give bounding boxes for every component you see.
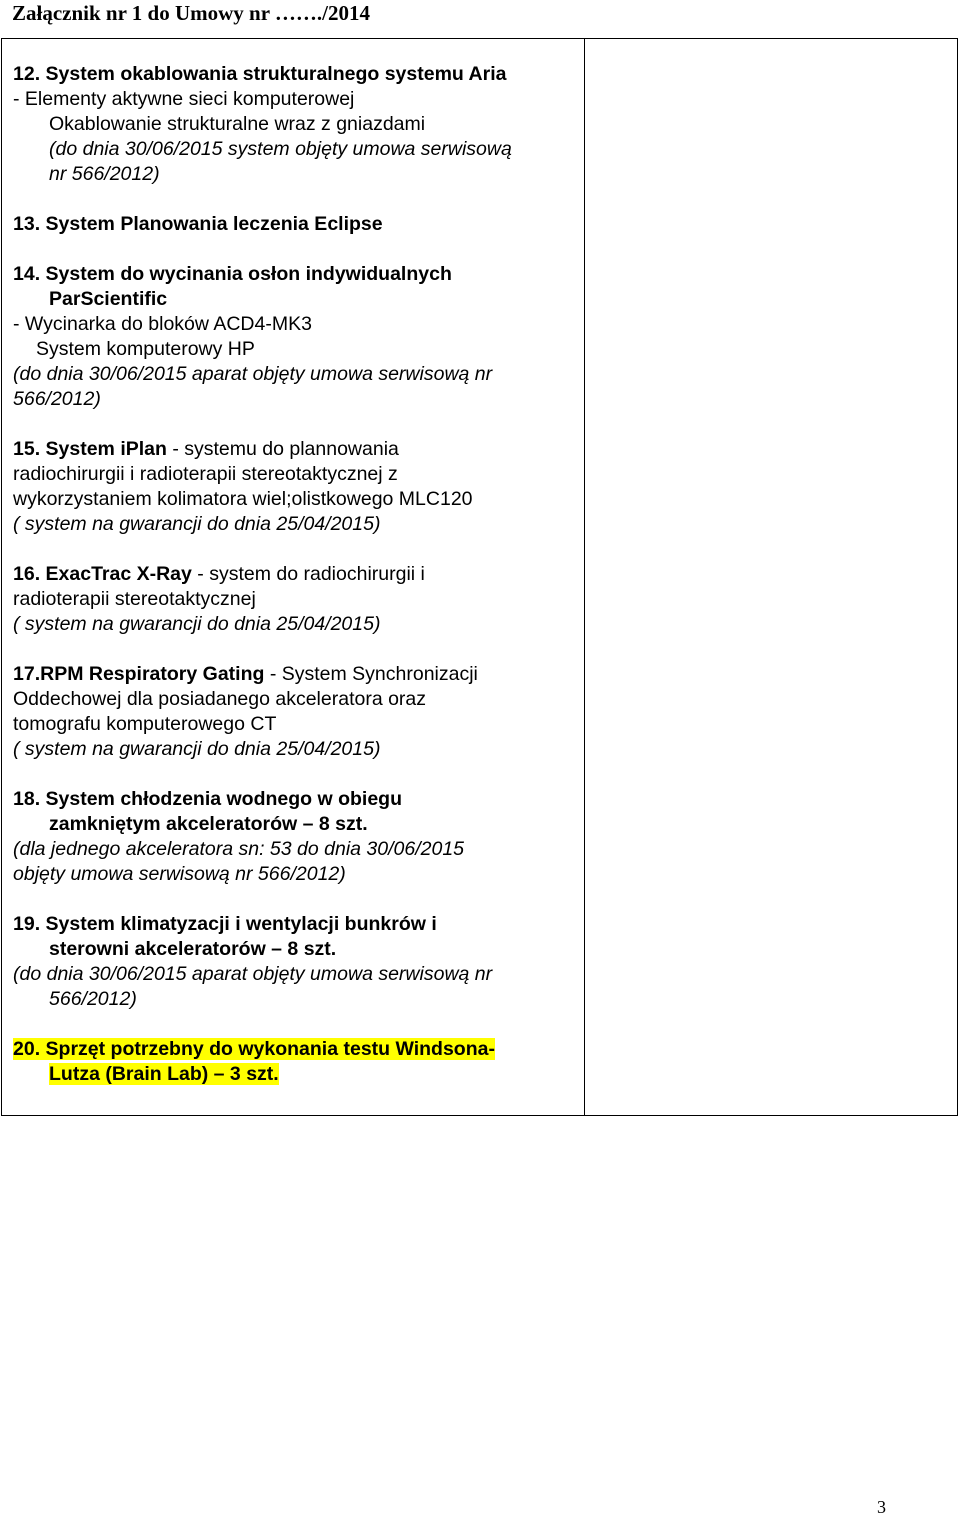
item-17-line: tomografu komputerowego CT xyxy=(13,713,277,735)
item-18-title: zamkniętym akceleratorów – 8 szt. xyxy=(49,813,368,835)
item-18-line: (dla jednego akceleratora sn: 53 do dnia 30/06/2015 xyxy=(13,838,465,860)
document-header: Załącznik nr 1 do Umowy nr ……./2014 xyxy=(12,1,371,25)
item-17-title: 17.RPM Respiratory Gating xyxy=(13,663,265,685)
item-12-line: nr 566/2012) xyxy=(49,163,160,185)
item-16-line: ( system na gwarancji do dnia 25/04/2015) xyxy=(13,613,381,635)
item-14-line: (do dnia 30/06/2015 aparat objęty umowa serwisową nr xyxy=(13,363,493,385)
item-12-line: Okablowanie strukturalne wraz z gniazdami xyxy=(49,113,426,135)
item-16-line: radioterapii stereotaktycznej xyxy=(13,588,256,610)
item-16-title: 16. ExacTrac X-Ray xyxy=(13,563,192,585)
item-12-line: (do dnia 30/06/2015 system objęty umowa serwisową xyxy=(49,138,512,160)
item-15-line: radiochirurgii i radioterapii stereotaktycznej z xyxy=(13,463,398,485)
item-18-line: objęty umowa serwisową nr 566/2012) xyxy=(13,863,346,885)
item-12-line: - Elementy aktywne sieci komputerowej xyxy=(13,88,355,110)
item-19-line: 566/2012) xyxy=(49,988,137,1010)
item-15-desc: - systemu do plannowania xyxy=(166,438,399,460)
item-19-line: (do dnia 30/06/2015 aparat objęty umowa serwisową nr xyxy=(13,963,493,985)
item-14-title: 14. System do wycinania osłon indywidualnych xyxy=(13,263,452,285)
item-19-title: 19. System klimatyzacji i wentylacji bunkrów i xyxy=(13,913,437,935)
item-14-line: System komputerowy HP xyxy=(36,338,255,360)
item-20-title: 20. Sprzęt potrzebny do wykonania testu Windsona- xyxy=(13,1038,495,1060)
item-17-desc: - System Synchronizacji xyxy=(264,663,478,685)
column-divider xyxy=(584,39,585,1115)
item-15-title-line xyxy=(13,437,399,462)
page-number: 3 xyxy=(877,1497,886,1517)
item-20-title-row xyxy=(13,1037,495,1062)
item-17-line: ( system na gwarancji do dnia 25/04/2015) xyxy=(13,738,381,760)
item-18-title: 18. System chłodzenia wodnego w obiegu xyxy=(13,788,402,810)
item-16-title-line xyxy=(13,562,425,587)
item-16-desc: - system do radiochirurgii i xyxy=(191,563,425,585)
item-14-line: 566/2012) xyxy=(13,388,101,410)
item-20-title: Lutza (Brain Lab) – 3 szt. xyxy=(49,1063,279,1085)
item-12-title: 12. System okablowania strukturalnego systemu Aria xyxy=(13,63,507,85)
item-19-title: sterowni akceleratorów – 8 szt. xyxy=(49,938,337,960)
item-17-title-line xyxy=(13,662,478,687)
item-15-line: ( system na gwarancji do dnia 25/04/2015) xyxy=(13,513,381,535)
item-14-title: ParScientific xyxy=(49,288,168,310)
item-15-line: wykorzystaniem kolimatora wiel;olistkowego MLC120 xyxy=(13,488,473,510)
item-17-line: Oddechowej dla posiadanego akceleratora oraz xyxy=(13,688,427,710)
equipment-table xyxy=(1,38,958,1116)
item-14-line: - Wycinarka do bloków ACD4-MK3 xyxy=(13,313,312,335)
item-15-title: 15. System iPlan xyxy=(13,438,167,460)
item-20-title-row xyxy=(49,1062,279,1087)
item-13-title: 13. System Planowania leczenia Eclipse xyxy=(13,213,383,235)
